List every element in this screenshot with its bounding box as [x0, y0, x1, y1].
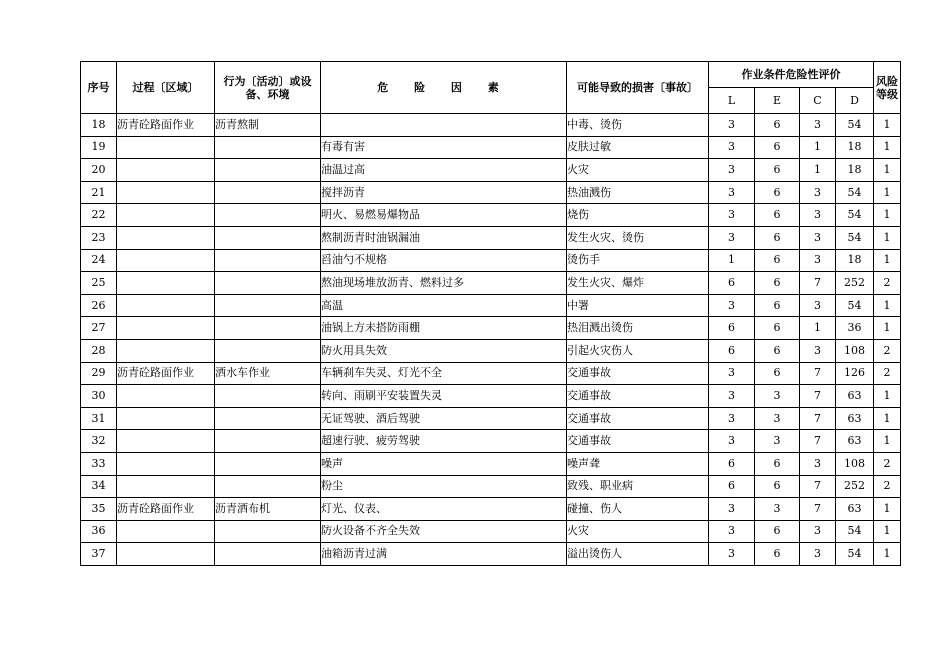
cell-E: 6 [755, 520, 800, 543]
cell-harm: 引起火灾伤人 [567, 339, 709, 362]
cell-hazard: 超速行驶、疲劳驾驶 [321, 430, 567, 453]
cell-hazard: 转向、雨刷平安装置失灵 [321, 385, 567, 408]
cell-seq: 36 [81, 520, 117, 543]
table-row [81, 452, 901, 475]
header-harm: 可能导致的损害〔事故〕 [567, 62, 709, 114]
cell-L: 1 [709, 249, 755, 272]
cell-hazard: 油箱沥青过满 [321, 543, 567, 566]
cell-harm: 皮肤过敏 [567, 136, 709, 159]
cell-D: 63 [836, 407, 874, 430]
cell-L: 3 [709, 204, 755, 227]
header-process: 过程〔区域〕 [117, 62, 215, 114]
cell-activity [215, 317, 321, 340]
header-risk-level: 风险等级 [874, 62, 901, 114]
cell-hazard: 油温过高 [321, 159, 567, 182]
cell-C: 7 [800, 362, 836, 385]
cell-D: 63 [836, 498, 874, 521]
cell-E: 3 [755, 430, 800, 453]
cell-risk-level: 2 [874, 339, 901, 362]
cell-seq: 19 [81, 136, 117, 159]
cell-hazard: 防火用具失效 [321, 339, 567, 362]
header-D: D [836, 88, 874, 114]
cell-E: 6 [755, 317, 800, 340]
cell-hazard: 无证驾驶、酒后驾驶 [321, 407, 567, 430]
cell-activity [215, 136, 321, 159]
header-E: E [755, 88, 800, 114]
cell-process [117, 181, 215, 204]
cell-activity [215, 159, 321, 182]
cell-seq: 26 [81, 294, 117, 317]
cell-activity [215, 339, 321, 362]
cell-hazard: 灯光、仪表、 [321, 498, 567, 521]
table-row [81, 294, 901, 317]
cell-seq: 34 [81, 475, 117, 498]
cell-C: 3 [800, 204, 836, 227]
cell-L: 3 [709, 114, 755, 137]
cell-risk-level: 1 [874, 294, 901, 317]
table-row [81, 543, 901, 566]
cell-L: 3 [709, 430, 755, 453]
cell-D: 54 [836, 114, 874, 137]
cell-activity [215, 475, 321, 498]
cell-process [117, 249, 215, 272]
cell-hazard: 油锅上方未搭防雨棚 [321, 317, 567, 340]
cell-E: 6 [755, 452, 800, 475]
cell-activity [215, 181, 321, 204]
cell-E: 6 [755, 226, 800, 249]
table-row [81, 520, 901, 543]
cell-hazard: 高温 [321, 294, 567, 317]
cell-harm: 发生火灾、爆炸 [567, 272, 709, 295]
cell-risk-level: 1 [874, 114, 901, 137]
risk-evaluation-table [80, 61, 901, 566]
cell-hazard: 明火、易燃易爆物品 [321, 204, 567, 227]
cell-C: 3 [800, 520, 836, 543]
cell-harm: 交通事故 [567, 362, 709, 385]
cell-activity [215, 543, 321, 566]
cell-C: 7 [800, 272, 836, 295]
cell-L: 6 [709, 339, 755, 362]
cell-risk-level: 2 [874, 362, 901, 385]
cell-process [117, 407, 215, 430]
header-hazard: 危 险 因 素 [321, 62, 567, 114]
cell-C: 7 [800, 385, 836, 408]
cell-harm: 中毒、烫伤 [567, 114, 709, 137]
cell-E: 3 [755, 498, 800, 521]
cell-risk-level: 1 [874, 204, 901, 227]
cell-C: 1 [800, 136, 836, 159]
cell-C: 7 [800, 498, 836, 521]
table-row [81, 114, 901, 137]
cell-hazard: 有毒有害 [321, 136, 567, 159]
cell-activity [215, 249, 321, 272]
cell-process [117, 475, 215, 498]
cell-L: 3 [709, 543, 755, 566]
cell-C: 1 [800, 159, 836, 182]
cell-E: 6 [755, 136, 800, 159]
table-row [81, 498, 901, 521]
cell-seq: 22 [81, 204, 117, 227]
cell-E: 6 [755, 249, 800, 272]
cell-process [117, 385, 215, 408]
cell-E: 3 [755, 407, 800, 430]
header-evaluation: 作业条件危险性评价 [709, 62, 874, 88]
cell-hazard: 熬制沥青时油锅漏油 [321, 226, 567, 249]
header-activity: 行为〔活动〕或设备、环境 [215, 62, 321, 114]
cell-seq: 31 [81, 407, 117, 430]
cell-harm: 火灾 [567, 159, 709, 182]
cell-D: 54 [836, 520, 874, 543]
cell-risk-level: 2 [874, 475, 901, 498]
table-row [81, 317, 901, 340]
cell-process [117, 317, 215, 340]
cell-C: 3 [800, 226, 836, 249]
cell-process [117, 543, 215, 566]
cell-risk-level: 1 [874, 430, 901, 453]
cell-activity [215, 385, 321, 408]
cell-D: 54 [836, 181, 874, 204]
cell-harm: 交通事故 [567, 430, 709, 453]
cell-L: 6 [709, 475, 755, 498]
cell-seq: 32 [81, 430, 117, 453]
cell-D: 63 [836, 430, 874, 453]
cell-D: 18 [836, 249, 874, 272]
cell-activity: 洒水车作业 [215, 362, 321, 385]
table-body [81, 114, 901, 566]
cell-activity [215, 407, 321, 430]
cell-activity [215, 294, 321, 317]
cell-hazard: 舀油勺不规格 [321, 249, 567, 272]
cell-process [117, 136, 215, 159]
cell-E: 6 [755, 272, 800, 295]
cell-D: 252 [836, 475, 874, 498]
table-row [81, 407, 901, 430]
cell-L: 3 [709, 362, 755, 385]
cell-seq: 27 [81, 317, 117, 340]
cell-seq: 25 [81, 272, 117, 295]
cell-process [117, 226, 215, 249]
cell-D: 54 [836, 204, 874, 227]
cell-process: 沥青砼路面作业 [117, 498, 215, 521]
cell-D: 54 [836, 226, 874, 249]
cell-process: 沥青砼路面作业 [117, 114, 215, 137]
cell-activity [215, 452, 321, 475]
cell-seq: 37 [81, 543, 117, 566]
cell-risk-level: 1 [874, 181, 901, 204]
cell-process [117, 452, 215, 475]
cell-D: 108 [836, 339, 874, 362]
cell-D: 108 [836, 452, 874, 475]
cell-L: 6 [709, 452, 755, 475]
table-row [81, 226, 901, 249]
cell-harm: 中署 [567, 294, 709, 317]
cell-risk-level: 1 [874, 159, 901, 182]
cell-process: 沥青砼路面作业 [117, 362, 215, 385]
cell-C: 3 [800, 249, 836, 272]
cell-hazard: 车辆刹车失灵、灯光不全 [321, 362, 567, 385]
cell-harm: 烫伤手 [567, 249, 709, 272]
cell-C: 7 [800, 475, 836, 498]
cell-activity [215, 430, 321, 453]
cell-risk-level: 1 [874, 385, 901, 408]
cell-L: 3 [709, 407, 755, 430]
cell-risk-level: 1 [874, 249, 901, 272]
cell-L: 3 [709, 520, 755, 543]
cell-C: 7 [800, 407, 836, 430]
cell-E: 6 [755, 204, 800, 227]
cell-activity [215, 520, 321, 543]
cell-E: 6 [755, 114, 800, 137]
cell-L: 3 [709, 181, 755, 204]
cell-risk-level: 2 [874, 272, 901, 295]
cell-activity [215, 272, 321, 295]
cell-D: 126 [836, 362, 874, 385]
cell-harm: 火灾 [567, 520, 709, 543]
cell-hazard: 防火设备不齐全失效 [321, 520, 567, 543]
table-row [81, 339, 901, 362]
cell-C: 3 [800, 294, 836, 317]
cell-seq: 24 [81, 249, 117, 272]
cell-C: 1 [800, 317, 836, 340]
table-row [81, 181, 901, 204]
cell-seq: 29 [81, 362, 117, 385]
cell-L: 3 [709, 385, 755, 408]
cell-seq: 18 [81, 114, 117, 137]
cell-harm: 致残、职业病 [567, 475, 709, 498]
cell-risk-level: 1 [874, 226, 901, 249]
header-seq: 序号 [81, 62, 117, 114]
cell-E: 6 [755, 294, 800, 317]
cell-process [117, 430, 215, 453]
cell-C: 3 [800, 181, 836, 204]
cell-D: 54 [836, 543, 874, 566]
cell-harm: 噪声聋 [567, 452, 709, 475]
cell-risk-level: 1 [874, 520, 901, 543]
table-row [81, 159, 901, 182]
table-row [81, 475, 901, 498]
cell-D: 18 [836, 136, 874, 159]
header-L: L [709, 88, 755, 114]
cell-activity: 沥青洒布机 [215, 498, 321, 521]
cell-D: 18 [836, 159, 874, 182]
cell-process [117, 159, 215, 182]
cell-L: 3 [709, 498, 755, 521]
cell-process [117, 520, 215, 543]
cell-hazard [321, 114, 567, 137]
cell-C: 3 [800, 114, 836, 137]
cell-harm: 交通事故 [567, 385, 709, 408]
cell-activity: 沥青熬制 [215, 114, 321, 137]
cell-process [117, 294, 215, 317]
cell-harm: 烧伤 [567, 204, 709, 227]
cell-E: 6 [755, 181, 800, 204]
cell-C: 3 [800, 339, 836, 362]
cell-E: 3 [755, 385, 800, 408]
cell-seq: 23 [81, 226, 117, 249]
cell-L: 3 [709, 226, 755, 249]
cell-risk-level: 1 [874, 407, 901, 430]
cell-seq: 33 [81, 452, 117, 475]
cell-risk-level: 1 [874, 317, 901, 340]
cell-harm: 溢出烫伤人 [567, 543, 709, 566]
cell-D: 63 [836, 385, 874, 408]
cell-harm: 发生火灾、烫伤 [567, 226, 709, 249]
cell-activity [215, 226, 321, 249]
cell-harm: 热泪溅出烫伤 [567, 317, 709, 340]
cell-C: 7 [800, 430, 836, 453]
table-row [81, 204, 901, 227]
cell-risk-level: 1 [874, 543, 901, 566]
cell-seq: 28 [81, 339, 117, 362]
cell-harm: 碰撞、伤人 [567, 498, 709, 521]
cell-hazard: 噪声 [321, 452, 567, 475]
cell-E: 6 [755, 475, 800, 498]
header-C: C [800, 88, 836, 114]
cell-seq: 21 [81, 181, 117, 204]
table-row [81, 272, 901, 295]
cell-seq: 20 [81, 159, 117, 182]
table-row [81, 385, 901, 408]
cell-D: 252 [836, 272, 874, 295]
cell-C: 3 [800, 543, 836, 566]
cell-hazard: 粉尘 [321, 475, 567, 498]
cell-E: 6 [755, 339, 800, 362]
cell-risk-level: 1 [874, 136, 901, 159]
cell-E: 6 [755, 159, 800, 182]
cell-D: 54 [836, 294, 874, 317]
cell-seq: 30 [81, 385, 117, 408]
table-row [81, 430, 901, 453]
cell-seq: 35 [81, 498, 117, 521]
cell-harm: 热油溅伤 [567, 181, 709, 204]
cell-L: 3 [709, 136, 755, 159]
cell-risk-level: 1 [874, 498, 901, 521]
cell-L: 6 [709, 272, 755, 295]
table-row [81, 136, 901, 159]
cell-hazard: 搅拌沥青 [321, 181, 567, 204]
cell-process [117, 272, 215, 295]
cell-harm: 交通事故 [567, 407, 709, 430]
cell-process [117, 204, 215, 227]
cell-L: 3 [709, 159, 755, 182]
cell-risk-level: 2 [874, 452, 901, 475]
cell-process [117, 339, 215, 362]
cell-C: 3 [800, 452, 836, 475]
cell-activity [215, 204, 321, 227]
cell-L: 3 [709, 294, 755, 317]
cell-E: 6 [755, 543, 800, 566]
cell-hazard: 熬油现场堆放沥青、燃料过多 [321, 272, 567, 295]
cell-E: 6 [755, 362, 800, 385]
cell-L: 6 [709, 317, 755, 340]
cell-D: 36 [836, 317, 874, 340]
table-row [81, 362, 901, 385]
table-row [81, 249, 901, 272]
